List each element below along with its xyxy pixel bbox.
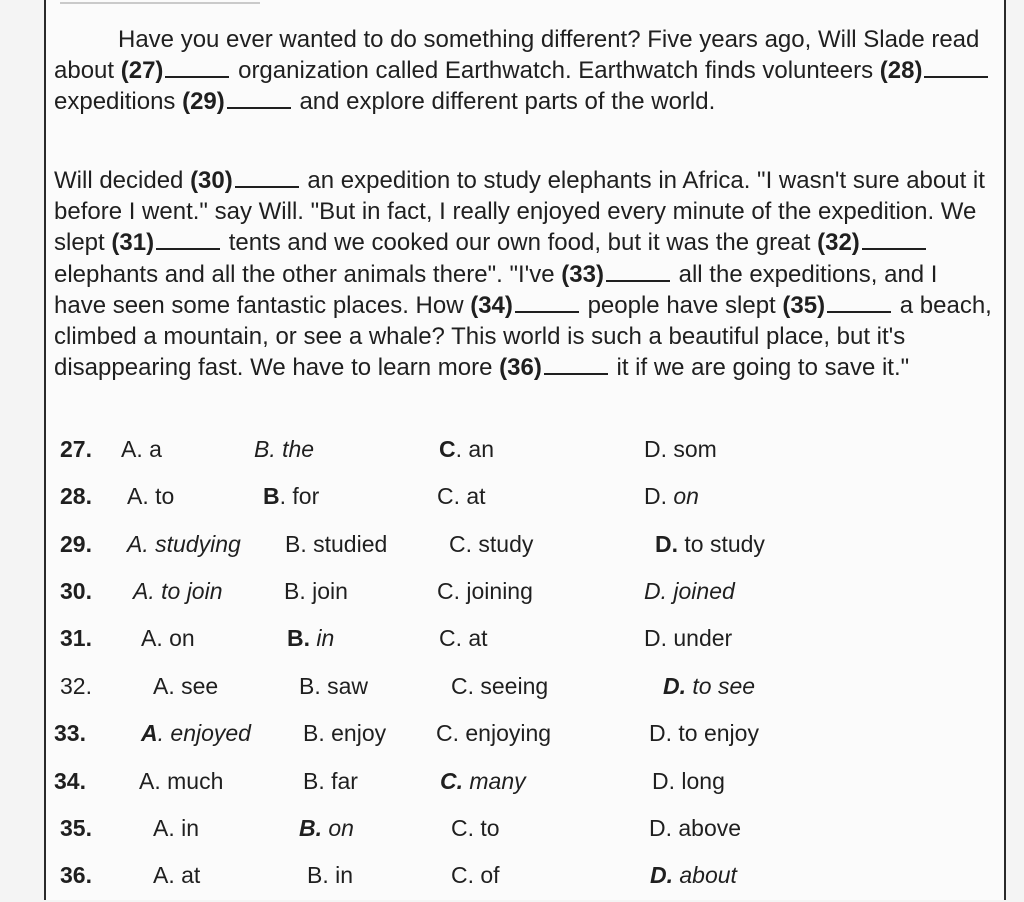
question-number: 35.: [60, 815, 92, 841]
option-c: C. enjoying: [436, 720, 552, 746]
question-row-35: [54, 815, 994, 855]
cropped-header-fragment: [60, 0, 260, 4]
option-letter: B.: [254, 436, 276, 462]
option-d: D. long: [652, 768, 725, 794]
passage-paragraph-2: [54, 165, 994, 383]
gap-number-28: (28): [879, 57, 923, 85]
question-number: 33.: [54, 720, 86, 746]
option-a: [141, 720, 251, 747]
passage-text: expeditions: [54, 88, 176, 116]
option-d: [655, 531, 765, 558]
option-text: about: [673, 862, 737, 888]
option-c: [440, 768, 526, 795]
option-d: D. to enjoy: [649, 720, 759, 746]
option-a: A. a: [121, 436, 162, 462]
gap-number-29: (29): [182, 88, 225, 116]
passage-text: Have you ever wanted to do something different? Five years ago, Will Slade read about: [54, 26, 980, 85]
option-b: B. far: [303, 768, 358, 794]
passage-text: all the expeditions, and I have seen some fantastic places. How: [54, 260, 938, 319]
passage-text: elephants and all the other animals there". "I've: [54, 260, 555, 288]
option-b: [263, 483, 319, 510]
gap-number-34: (34): [470, 291, 513, 319]
question-number: 29.: [60, 531, 92, 557]
question-number: 28.: [60, 483, 92, 509]
option-d: D. under: [644, 625, 733, 651]
question-number: 32.: [60, 673, 92, 699]
question-row-34: [54, 768, 994, 808]
gap-number-32: (32): [817, 229, 860, 257]
option-text: . for: [279, 483, 320, 509]
question-number: 27.: [60, 436, 92, 462]
option-text: in: [310, 625, 335, 651]
question-row-28: [54, 483, 994, 523]
option-c: C. at: [439, 625, 488, 651]
gap-blank-30: [235, 168, 299, 188]
option-c: C. to: [451, 815, 500, 841]
option-d: D. joined: [644, 578, 735, 604]
question-row-32: [54, 673, 994, 713]
option-c: [439, 436, 494, 463]
passage-text: an expedition to study elephants in Africa. "I wasn't sure about it before I went." say Will. "But in fact, I really enjoyed every minute of the expedition. We slept: [54, 167, 985, 257]
option-c: C. seeing: [451, 673, 549, 699]
gap-blank-34: [515, 293, 579, 313]
option-text: on: [667, 483, 699, 509]
question-row-31: [54, 625, 994, 665]
option-b: B. enjoy: [303, 720, 387, 746]
option-c: C. of: [451, 862, 500, 888]
gap-blank-35: [827, 293, 891, 313]
question-row-30: [54, 578, 994, 618]
question-number: 34.: [54, 768, 86, 794]
gap-blank-29: [227, 89, 291, 109]
option-letter: D.: [663, 673, 686, 699]
option-text: to study: [678, 531, 765, 557]
passage-text: a beach, climbed a mountain, or see a whale? This world is such a beautiful place, but it's disappearing fast. We have to learn more: [54, 291, 992, 382]
option-d: D. som: [644, 436, 717, 462]
option-letter: D.: [655, 531, 678, 557]
option-a: A. see: [153, 673, 219, 699]
option-letter: B.: [299, 815, 322, 841]
option-c: C. at: [437, 483, 486, 509]
option-b: [254, 436, 314, 463]
option-text: to see: [686, 673, 756, 699]
gap-blank-31: [156, 230, 220, 250]
option-d: [644, 483, 699, 510]
option-d: [663, 673, 755, 700]
option-c: C. joining: [437, 578, 533, 604]
option-text: . an: [455, 436, 494, 462]
question-number: 31.: [60, 625, 92, 651]
gap-blank-33: [606, 262, 670, 282]
option-b: B. join: [284, 578, 348, 604]
passage-text: people have slept: [587, 291, 776, 319]
gap-blank-32: [862, 230, 926, 250]
option-letter: C.: [440, 768, 463, 794]
passage-text: organization called Earthwatch. Earthwatch finds volunteers: [238, 57, 874, 85]
question-row-33: [54, 720, 994, 760]
option-b: B. saw: [299, 673, 369, 699]
option-d: D. above: [649, 815, 742, 841]
option-a: A. in: [153, 815, 200, 841]
gap-blank-36: [544, 355, 608, 375]
option-letter: D.: [650, 862, 673, 888]
question-number: 30.: [60, 578, 92, 604]
option-text: . enjoyed: [157, 720, 251, 746]
gap-blank-27: [165, 58, 229, 78]
passage-text: tents and we cooked our own food, but it was the great: [228, 229, 811, 257]
option-b: B. in: [307, 862, 354, 888]
option-d: [650, 862, 737, 889]
option-b: B. studied: [285, 531, 388, 557]
option-b: [287, 625, 334, 652]
option-b: [299, 815, 354, 842]
option-a: A. on: [141, 625, 195, 651]
option-text: many: [463, 768, 526, 794]
option-letter: A: [141, 720, 158, 746]
option-letter: B: [263, 483, 280, 509]
gap-number-30: (30): [190, 167, 233, 194]
option-a: A. to join: [133, 578, 223, 604]
option-a: A. studying: [127, 531, 241, 557]
gap-number-27: (27): [120, 57, 164, 85]
passage-text: Will decided: [54, 167, 184, 194]
option-letter: D.: [644, 483, 667, 509]
gap-number-35: (35): [782, 291, 826, 319]
option-letter: C: [439, 436, 456, 462]
gap-number-31: (31): [111, 229, 155, 257]
gap-number-33: (33): [561, 260, 604, 288]
option-letter: B.: [287, 625, 310, 651]
option-text: the: [275, 436, 315, 462]
option-a: A. much: [139, 768, 224, 794]
question-row-29: [54, 531, 994, 571]
option-c: C. study: [449, 531, 534, 557]
option-a: A. to: [127, 483, 175, 509]
question-row-27: [54, 436, 994, 476]
gap-number-36: (36): [499, 354, 542, 382]
passage-text: and explore different parts of the world.: [299, 88, 716, 116]
question-number: 36.: [60, 862, 92, 888]
option-a: A. at: [153, 862, 201, 888]
passage-text: it if we are going to save it.": [616, 354, 910, 382]
question-row-36: [54, 862, 994, 902]
gap-blank-28: [924, 58, 988, 78]
option-text: on: [322, 815, 354, 841]
passage-paragraph-1: [54, 24, 994, 118]
